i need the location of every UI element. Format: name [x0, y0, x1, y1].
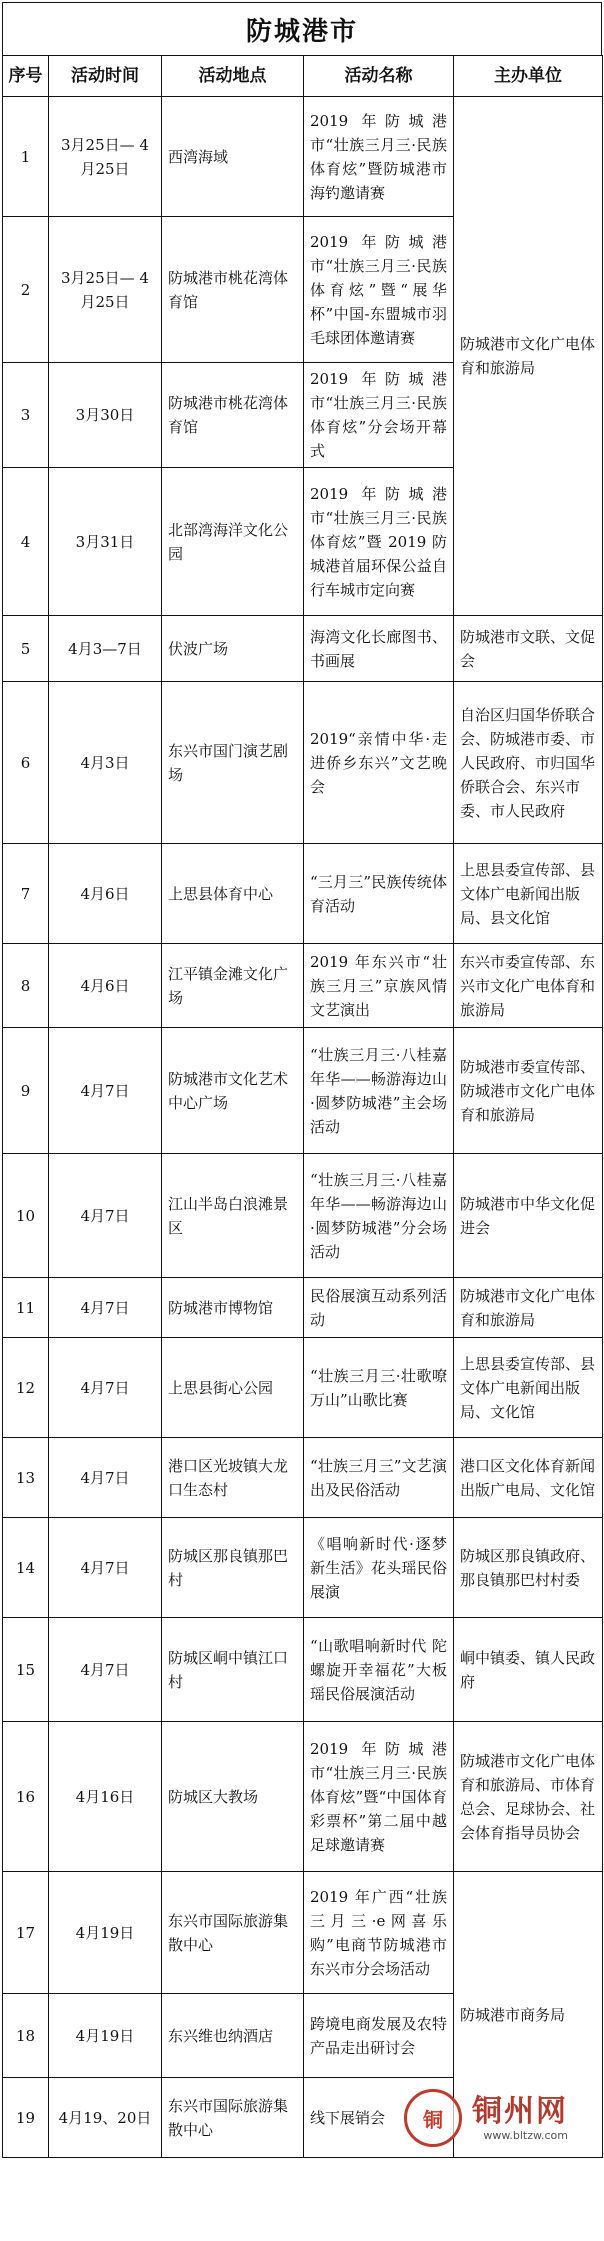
cell-place: 北部湾海洋文化公园 — [162, 468, 304, 616]
cell-time: 3月25日— 4月25日 — [49, 217, 162, 363]
cell-time: 4月7日 — [49, 1028, 162, 1154]
cell-name: 线下展销会 — [304, 2078, 454, 2158]
cell-name: 民俗展演互动系列活动 — [304, 1278, 454, 1338]
cell-org: 防城港市中华文化促进会 — [454, 1154, 603, 1278]
cell-no: 16 — [3, 1722, 49, 1872]
cell-no: 19 — [3, 2078, 49, 2158]
cell-place: 防城区大教场 — [162, 1722, 304, 1872]
cell-no: 12 — [3, 1338, 49, 1438]
cell-place: 江山半岛白浪滩景区 — [162, 1154, 304, 1278]
cell-time: 4月6日 — [49, 944, 162, 1028]
cell-no: 5 — [3, 616, 49, 682]
cell-org: 东兴市委宣传部、东兴市文化广电体育和旅游局 — [454, 944, 603, 1028]
cell-place: 东兴维也纳酒店 — [162, 1994, 304, 2078]
cell-org: 防城港市文联、文促会 — [454, 616, 603, 682]
cell-name: “三月三”民族传统体育活动 — [304, 844, 454, 944]
cell-no: 3 — [3, 363, 49, 468]
cell-org: 防城港市文化广电体育和旅游局、市体育总会、足球协会、社会体育指导员协会 — [454, 1722, 603, 1872]
cell-time: 4月16日 — [49, 1722, 162, 1872]
header-no: 序号 — [3, 56, 49, 97]
cell-time: 3月25日— 4月25日 — [49, 97, 162, 217]
cell-org: 港口区文化体育新闻出版广电局、文化馆 — [454, 1438, 603, 1518]
header-org: 主办单位 — [454, 56, 603, 97]
cell-name: “壮族三月三·壮歌嘹万山”山歌比赛 — [304, 1338, 454, 1438]
cell-org: 防城港市文化广电体育和旅游局 — [454, 1278, 603, 1338]
cell-no: 11 — [3, 1278, 49, 1338]
cell-place: 伏波广场 — [162, 616, 304, 682]
cell-name: 2019“亲情中华·走进侨乡东兴”文艺晚会 — [304, 682, 454, 844]
cell-name: 海湾文化长廊图书、书画展 — [304, 616, 454, 682]
cell-place: 防城港市博物馆 — [162, 1278, 304, 1338]
document-page — [2, 2, 602, 2158]
table-header-row — [3, 56, 603, 97]
cell-no: 1 — [3, 97, 49, 217]
table-row — [3, 1278, 603, 1338]
cell-name: 2019 年防城港市“壮族三月三·民族体育炫”分会场开幕式 — [304, 363, 454, 468]
watermark-name: 铜州网 — [472, 2093, 568, 2129]
cell-org: 上思县委宣传部、县文体广电新闻出版局、县文化馆 — [454, 844, 603, 944]
cell-time: 3月31日 — [49, 468, 162, 616]
table-row — [3, 1338, 603, 1438]
cell-place: 防城港市桃花湾体育馆 — [162, 217, 304, 363]
cell-org: 防城港市委宣传部、防城港市文化广电体育和旅游局 — [454, 1028, 603, 1154]
cell-no: 2 — [3, 217, 49, 363]
watermark-url: www.bltzw.com — [483, 2128, 568, 2142]
cell-time: 4月3日 — [49, 682, 162, 844]
cell-name: “山歌唱响新时代 陀螺旋开幸福花”大板瑶民俗展演活动 — [304, 1618, 454, 1722]
table-row — [3, 616, 603, 682]
table-row — [3, 944, 603, 1028]
cell-name: 2019 年防城港市“壮族三月三·民族体育炫”暨“中国体育彩票杯”第二届中越足球邀请赛 — [304, 1722, 454, 1872]
cell-org: 峒中镇委、镇人民政府 — [454, 1618, 603, 1722]
cell-place: 防城港市文化艺术中心广场 — [162, 1028, 304, 1154]
cell-time: 4月19、20日 — [49, 2078, 162, 2158]
header-time: 活动时间 — [49, 56, 162, 97]
cell-time: 3月30日 — [49, 363, 162, 468]
cell-place: 上思县体育中心 — [162, 844, 304, 944]
page-title: 防城港市 — [2, 2, 602, 55]
cell-place: 上思县街心公园 — [162, 1338, 304, 1438]
table-row — [3, 97, 603, 217]
cell-place: 东兴市国际旅游集散中心 — [162, 1872, 304, 1994]
cell-time: 4月7日 — [49, 1338, 162, 1438]
cell-name: 2019 年防城港市“壮族三月三·民族体育炫”暨防城港市海钓邀请赛 — [304, 97, 454, 217]
cell-no: 13 — [3, 1438, 49, 1518]
cell-time: 4月3—7日 — [49, 616, 162, 682]
cell-name: “壮族三月三”文艺演出及民俗活动 — [304, 1438, 454, 1518]
cell-place: 东兴市国际旅游集散中心 — [162, 2078, 304, 2158]
cell-name: 2019 年防城港市“壮族三月三·民族体育炫”暨“展华杯”中国-东盟城市羽毛球团体邀请赛 — [304, 217, 454, 363]
table-row — [3, 1618, 603, 1722]
cell-time: 4月19日 — [49, 1872, 162, 1994]
cell-no: 7 — [3, 844, 49, 944]
table-row — [3, 1872, 603, 1994]
cell-no: 15 — [3, 1618, 49, 1722]
cell-no: 6 — [3, 682, 49, 844]
table-row — [3, 1028, 603, 1154]
table-row — [3, 844, 603, 944]
cell-time: 4月7日 — [49, 1438, 162, 1518]
cell-name: “壮族三月三·八桂嘉年华——畅游海边山·圆梦防城港”分会场活动 — [304, 1154, 454, 1278]
table-row — [3, 1518, 603, 1618]
cell-name: “壮族三月三·八桂嘉年华——畅游海边山·圆梦防城港”主会场活动 — [304, 1028, 454, 1154]
cell-org: 防城区那良镇政府、那良镇那巴村村委 — [454, 1518, 603, 1618]
cell-time: 4月7日 — [49, 1278, 162, 1338]
cell-place: 东兴市国门演艺剧场 — [162, 682, 304, 844]
cell-place: 防城港市桃花湾体育馆 — [162, 363, 304, 468]
cell-no: 14 — [3, 1518, 49, 1618]
table-row — [3, 1722, 603, 1872]
cell-time: 4月7日 — [49, 1518, 162, 1618]
cell-place: 西湾海域 — [162, 97, 304, 217]
table-row — [3, 1438, 603, 1518]
cell-no: 4 — [3, 468, 49, 616]
cell-org: 上思县委宣传部、县文体广电新闻出版局、文化馆 — [454, 1338, 603, 1438]
cell-no: 18 — [3, 1994, 49, 2078]
cell-name: 2019 年防城港市“壮族三月三·民族体育炫”暨 2019 防城港首届环保公益自行车城市定向赛 — [304, 468, 454, 616]
cell-no: 9 — [3, 1028, 49, 1154]
cell-no: 8 — [3, 944, 49, 1028]
cell-time: 4月7日 — [49, 1154, 162, 1278]
cell-place: 防城区峒中镇江口村 — [162, 1618, 304, 1722]
cell-org-merged: 防城港市文化广电体育和旅游局 — [454, 97, 603, 616]
cell-place: 防城区那良镇那巴村 — [162, 1518, 304, 1618]
header-name: 活动名称 — [304, 56, 454, 97]
cell-no: 10 — [3, 1154, 49, 1278]
cell-place: 港口区光坡镇大龙口生态村 — [162, 1438, 304, 1518]
cell-time: 4月7日 — [49, 1618, 162, 1722]
cell-time: 4月6日 — [49, 844, 162, 944]
cell-time: 4月19日 — [49, 1994, 162, 2078]
cell-name: 跨境电商发展及农特产品走出研讨会 — [304, 1994, 454, 2078]
activity-table — [2, 55, 603, 2158]
cell-name: 2019 年广西“壮族三月三·e网喜乐购”电商节防城港市东兴市分会场活动 — [304, 1872, 454, 1994]
table-row — [3, 682, 603, 844]
cell-no: 17 — [3, 1872, 49, 1994]
cell-name: 《唱响新时代·逐梦新生活》花头瑶民俗展演 — [304, 1518, 454, 1618]
header-place: 活动地点 — [162, 56, 304, 97]
table-row — [3, 1154, 603, 1278]
cell-place: 江平镇金滩文化广场 — [162, 944, 304, 1028]
watermark-seal-icon: 铜 — [404, 2089, 462, 2147]
table-body — [3, 97, 603, 2158]
cell-org-merged: 防城港市商务局 — [454, 1872, 603, 2158]
cell-name: 2019 年东兴市“壮族三月三”京族风情文艺演出 — [304, 944, 454, 1028]
cell-org: 自治区归国华侨联合会、防城港市委、市人民政府、市归国华侨联合会、东兴市委、市人民政府 — [454, 682, 603, 844]
